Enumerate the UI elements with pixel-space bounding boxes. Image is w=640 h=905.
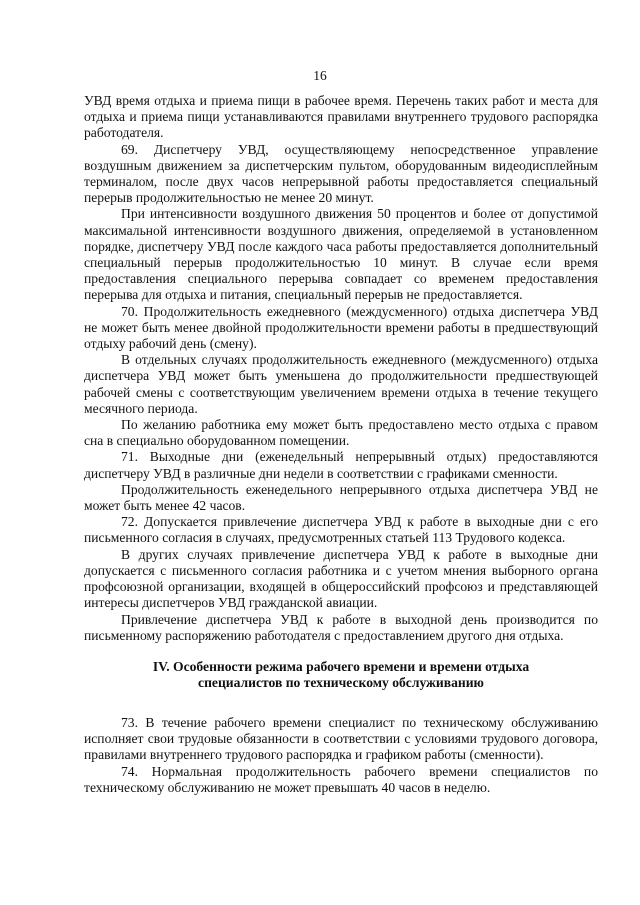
paragraph-70-reduction: В отдельных случаях продолжительность ежедневного (междусменного) отдыха диспетчера УВД может быть уменьшена до продолжительности предшествующей рабочей смены с соответствующим увеличением времени отдыха в течение текущего месячного периода.	[84, 352, 598, 416]
paragraph-69: 69. Диспетчеру УВД, осуществляющему непосредственное управление воздушным движением за диспетчерским пультом, оборудованным видеодисплейным терминалом, после двух часов непрерывной работы предоставляется специальный перерыв продолжительностью не менее 20 минут.	[84, 141, 598, 206]
paragraph-71: 71. Выходные дни (еженедельный непрерывный отдых) предоставляются диспетчеру УВД в различные дни недели в соответствии с графиками сменности.	[84, 449, 598, 481]
paragraph-continuation: УВД время отдыха и приема пищи в рабочее время. Перечень таких работ и места для отдыха и приема пищи устанавливаются правилами внутреннего трудового распорядка работодателя.	[84, 93, 598, 141]
paragraph-72: 72. Допускается привлечение диспетчера УВД к работе в выходные дни с его письменного согласия в случаях, предусмотренных статьей 113 Трудового кодекса.	[84, 514, 598, 546]
paragraph-72-other-cases: В других случаях привлечение диспетчера УВД к работе в выходные дни допускается с письменного согласия работника и с учетом мнения выборного органа профсоюзной организации, входящей в общероссийский профсоюз и представляющей интересы диспетчеров УВД гражданской авиации.	[84, 546, 598, 611]
section-heading	[84, 659, 598, 692]
paragraph-73: 73. В течение рабочего времени специалист по техническому обслуживанию исполняет свои трудовые обязанности в соответствии с условиями трудового договора, правилами внутреннего трудового распорядка и графиком работы (сменности).	[84, 714, 598, 763]
paragraph-74: 74. Нормальная продолжительность рабочего времени специалистов по техническому обслуживанию не может превышать 40 часов в неделю.	[84, 763, 598, 795]
section-heading-line-2: специалистов по техническому обслуживанию	[198, 675, 484, 691]
paragraph-70-sleep: По желанию работника ему может быть предоставлено место отдыха с правом сна в специально оборудованном помещении.	[84, 417, 598, 449]
paragraph-71-duration: Продолжительность еженедельного непрерывного отдыха диспетчера УВД не может быть менее 42 часов.	[84, 481, 598, 514]
paragraph-72-order: Привлечение диспетчера УВД к работе в выходной день производится по письменному распоряжению работодателя с предоставлением другого дня отдыха.	[84, 611, 598, 643]
document-body	[84, 93, 598, 796]
paragraph-70: 70. Продолжительность ежедневного (междусменного) отдыха диспетчера УВД не может быть менее двойной продолжительности времени работы в предшествующий отдыху рабочий день (смену).	[84, 303, 598, 352]
paragraph-69-extra: При интенсивности воздушного движения 50 процентов и более от допустимой максимальной интенсивности воздушного движения, определяемой в установленном порядке, диспетчеру УВД после каждого часа работы предоставляется дополнительный специальный перерыв продолжительностью 10 минут. В случае если время предоставления специального перерыва совпадает со временем предоставления перерыва для отдыха и питания, специальный перерыв не предоставляется.	[84, 206, 598, 303]
section-heading-line-1: IV. Особенности режима рабочего времени и времени отдыха	[152, 658, 530, 674]
page-number: 16	[313, 68, 327, 83]
